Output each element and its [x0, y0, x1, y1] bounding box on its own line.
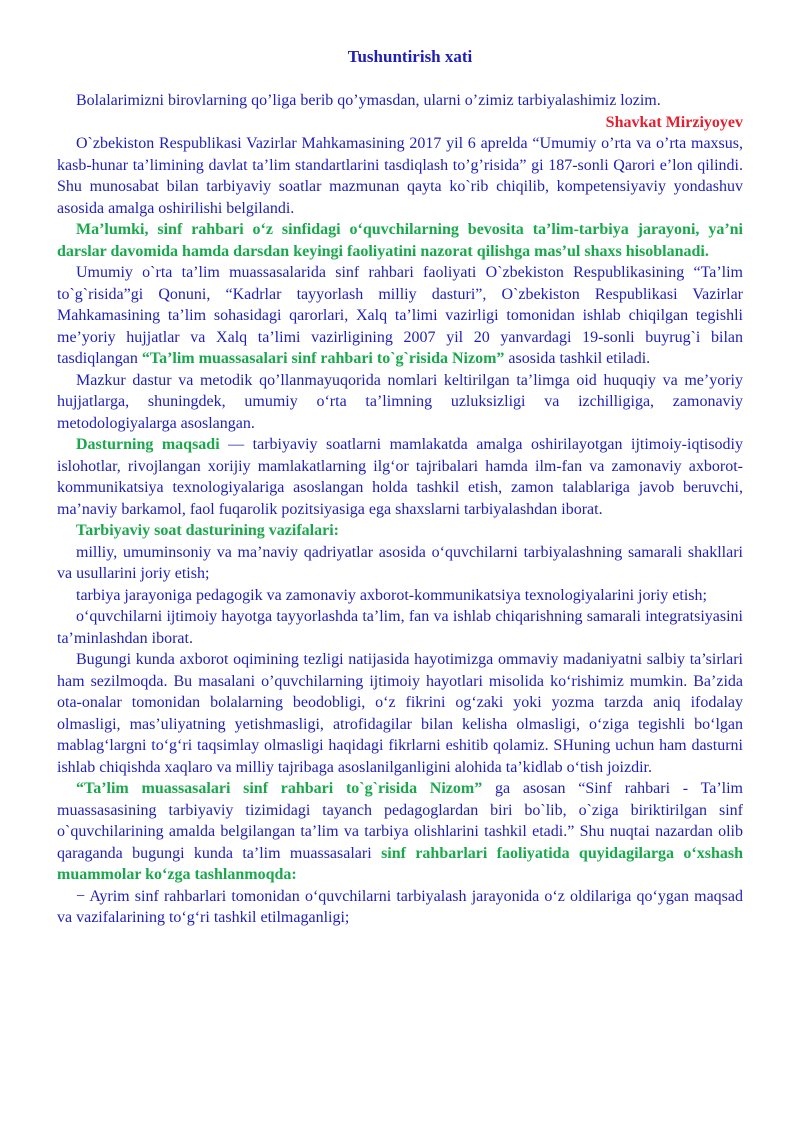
paragraph-4: Mazkur dastur va metodik qo’llanmayuqorida nomlari keltirilgan ta’limga oid huquqiy va me’yoriy hujjatlarga, shuningdek, umumiy o‘rta ta’limning uzluksizligi va izchilligiga, zamonaviy metodologiyalarga asoslangan. [57, 371, 743, 432]
paragraph-11-text: ga asosan “Sinf rahbari - Ta’lim muassasasining tarbiyaviy tizimidagi tayanch pedagoglardan biri bo`lib, o`ziga biriktirilgan sinf o`quvchilarining amalda belgilangan ta’lim va tarbiya olishlarini tashkil etadi.” Shu nuqtai nazardan olib qaraganda bugungi kunda ta’lim muassasalari [57, 780, 744, 862]
paragraph-12: − Ayrim sinf rahbarlari tomonidan o‘quvchilarni tarbiyalash jarayonida o‘z oldilariga qo‘ygan maqsad va vazifalarining to‘g‘ri tashkil etilmaganligi; [57, 887, 743, 926]
paragraph-3-nizom: “Ta’lim muassasalari sinf rahbari to`g`risida Nizom” [141, 350, 505, 367]
document-body [57, 90, 743, 929]
paragraph-11-emphasis: sinf rahbarlari faoliyatida quyidagilarga o‘xshash muammolar ko‘zga tashlanmoqda: [57, 844, 743, 883]
epigraph: Bolalarimizni birovlarning qo’liga berib qo’ymasdan, ularni o’zimiz tarbiyalashimiz lozim. [76, 92, 661, 109]
task-item-2: tarbiya jarayoniga pedagogik va zamonaviy axborot-kommunikatsiya texnologiyalarini joriy etish; [76, 586, 707, 604]
paragraph-3 [57, 262, 743, 370]
document-title: Tushuntirish xati [347, 47, 473, 66]
paragraph-3-text: Umumiy o`rta ta’lim muassasalarida sinf rahbari faoliyati O`zbekiston Respublikasining “Ta’lim to`g`risida”gi Qonuni, “Kadrlar tayyorlash milliy dasturi”, O`zbekiston Respublikasi Vazirlar Mahkamasining ta’lim sohasidagi qarorlari, Xalq ta’limi vazirligi tomonidan ishlab chiqilgan tegishli me’yoriy hujjatlar va Xalq ta’limi vazirligining 2007 yil 20 yanvardagi 19-sonli buyrug`i bilan tasdiqlangan [57, 264, 743, 367]
paragraph-11-nizom: “Ta’lim muassasalari sinf rahbari to`g`risida Nizom” [76, 780, 483, 797]
task-item-3: o‘quvchilarni ijtimoiy hayotga tayyorlashda ta’lim, fan va ishlab chiqarishning samarali integratsiyasini ta’minlashdan iborat. [57, 608, 743, 647]
paragraph-5-heading: Dasturning maqsadi [76, 436, 220, 453]
epigraph-author: Shavkat Mirziyoyev [605, 113, 743, 131]
task-item-1: milliy, umuminsoniy va ma’naviy qadriyatlar asosida o‘quvchilarni tarbiyalashning samarali shakllari va usullarini joriy etish; [57, 543, 743, 582]
paragraph-11 [57, 778, 743, 886]
tasks-heading: Tarbiyaviy soat dasturining vazifalari: [76, 522, 339, 539]
paragraph-1: O`zbekiston Respublikasi Vazirlar Mahkamasining 2017 yil 6 aprelda “Umumiy o’rta va o’rta maxsus, kasb-hunar ta’limining davlat ta’lim standartlarini tasdiqlash to’g’risida” gi 187-sonli Qarori e’lon qilindi. Shu munosabat bilan tarbiyaviy soatlar mazmunan qayta ko`rib chiqilib, kompetensiyaviy yondashuv asosida amalga oshirilishi belgilandi. [57, 135, 743, 217]
paragraph-5-text: — tarbiyaviy soatlarni mamlakatda amalga oshirilayotgan ijtimoiy-iqtisodiy islohotlar, rivojlangan xorijiy mamlakatlarning ilg‘or tajribalari hamda ilm-fan va zamonaviy axborot-kommunikatsiya texnologiyalariga asoslangan holda tashkil etish, zamon talablariga javob beruvchi, ma’naviy barkamol, faol fuqarolik pozitsiyasiga ega shaxslarni tarbiyalashdan iborat. [57, 436, 744, 518]
paragraph-3-end: asosida tashkil etiladi. [504, 350, 651, 367]
paragraph-2: Ma’lumki, sinf rahbari o‘z sinfidagi o‘quvchilarning bevosita ta’lim-tarbiya jarayoni, ya’ni darslar davomida hamda darsdan keyingi faoliyatini nazorat qilishga mas’ul shaxs hisoblanadi. [57, 221, 743, 260]
paragraph-10: Bugungi kunda axborot oqimining tezligi natijasida hayotimizga ommaviy madaniyatni salbiy ta’sirlari ham sezilmoqda. Bu masalani o’quvchilarning ijtimoiy hayotlari misolida ko‘rishimiz mumkin. Ba’zida ota-onalar tomonidan bolalarning beodobligi, o‘z fikrini og‘zaki yoki yozma tarzda aniq ifodalay olmasligi, mas’uliyatning yetishmasligi, atrofidagilar bilan kelisha olmasligi, o‘ziga tegishli bo‘lgan mablag‘largni to‘g‘ri taqsimlay olmasligi haqidagi fikrlarni eshitib qolamiz. SHuning uchun ham dasturni ishlab chiqishda xaqlaro va milliy tajribaga asoslanilganligini alohida ta’kidlab o‘tish joizdir. [57, 651, 743, 776]
paragraph-5 [57, 434, 743, 520]
